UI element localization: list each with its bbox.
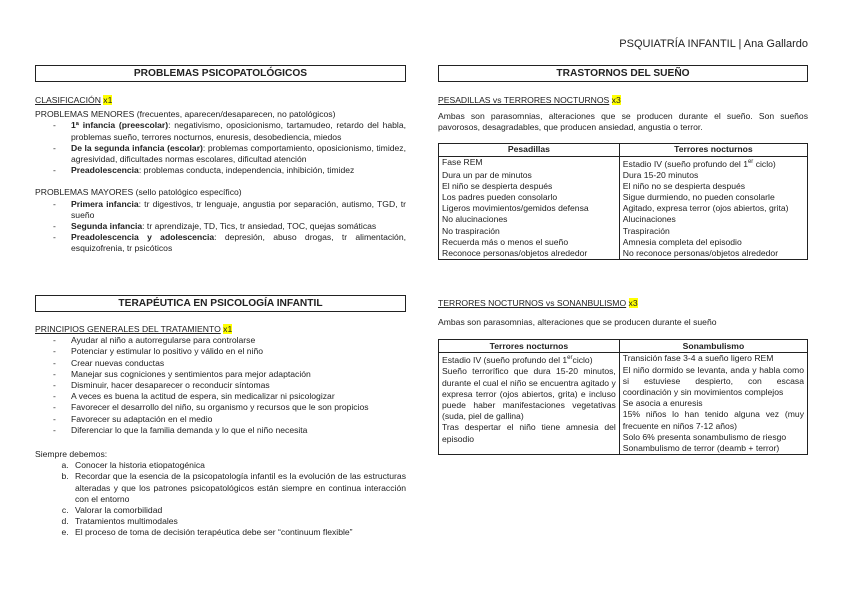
- list-item: - 1ª infancia (preescolar): negativismo, oposicionismo, tartamudeo, retardo del habla, problemas sueño, terrores nocturnos, enuresis, desobediencia, miedos: [71, 120, 406, 142]
- table-row: Dura un par de minutos Dura 15-20 minutos: [439, 170, 808, 181]
- table-row: [439, 353, 808, 455]
- left-column-terapeutica: [35, 295, 406, 539]
- pesadillas-intro: Ambas son parasomnias, alteraciones que se producen durante el sueño. Son sueños pavorosos, desagradables, que producen ansiedad, angustia o terror.: [438, 111, 808, 133]
- pesadillas-heading: PESADILLAS vs TERRORES NOCTURNOS x3: [438, 95, 621, 105]
- principios-list: [35, 335, 406, 436]
- table-row: Fase REM Estadio IV (sueño profundo del 1er ciclo): [439, 156, 808, 170]
- sonambulismo-cell: Transición fase 3-4 a sueño ligero REM El niño dormido se levanta, anda y habla como si estuviese despierto, con escasa coordinación y sin movimientos complejos Se asocia a enuresis 15% niños lo han tenido alguna vez (muy frecuente en niños 7-12 años) Solo 6% presenta sonambulismo de riesgo Sonambulismo de terror (deamb + terror): [619, 353, 807, 455]
- list-item: a. Conocer la historia etiopatogénica: [71, 460, 406, 471]
- menores-list: [35, 120, 406, 176]
- list-item: - Disminuir, hacer desaparecer o reconducir síntomas: [71, 380, 406, 391]
- table-header-row: [439, 340, 808, 353]
- list-item: - Crear nuevas conductas: [71, 358, 406, 369]
- table-header: Pesadillas: [439, 143, 620, 156]
- table-row: Ligeros movimientos/gemidos defensa Agitado, expresa terror (ojos abiertos, grita): [439, 203, 808, 214]
- terrores-heading: TERRORES NOCTURNOS vs SONANBULISMO x3: [438, 298, 638, 308]
- mayores-list: [35, 199, 406, 255]
- terrores-table: [438, 339, 808, 455]
- terrores-cell: Estadio IV (sueño profundo del 1erciclo) Sueño terrorífico que dura 15-20 minutos, durante el cual el niño se encuentra agitado y expresa terror (ojos abiertos, grita) e incluso puede haber manifestaciones vegetativas (suda, piel de gallina) Tras despertar el niño tiene amnesia del episodio: [439, 353, 620, 455]
- list-item: - Manejar sus cogniciones y sentimientos para mejor adaptación: [71, 369, 406, 380]
- table-row: Reconoce personas/objetos alrededor No reconoce personas/objetos alrededor: [439, 248, 808, 260]
- highlight-badge: x1: [223, 324, 233, 334]
- section-box-terapeutica: TERAPÉUTICA EN PSICOLOGÍA INFANTIL: [35, 295, 406, 312]
- menores-title: PROBLEMAS MENORES (frecuentes, aparecen/desaparecen, no patológicos): [35, 109, 336, 120]
- list-item: - De la segunda infancia (escolar): problemas comportamiento, oposicionismo, timidez, agresividad, dificultades normas escolares, dificultad atención: [71, 143, 406, 165]
- highlight-badge: x1: [103, 95, 113, 105]
- terrores-intro: Ambas son parasomnias, alteraciones que se producen durante el sueño: [438, 317, 717, 328]
- section-box-sueno: TRASTORNOS DEL SUEÑO: [438, 65, 808, 82]
- page-header: PSQUIATRÍA INFANTIL | Ana Gallardo: [619, 38, 808, 50]
- table-row: Los padres pueden consolarlo Sigue durmiendo, no pueden consolarle: [439, 192, 808, 203]
- list-item: d. Tratamientos multimodales: [71, 516, 406, 527]
- highlight-badge: x3: [611, 95, 621, 105]
- principios-heading: PRINCIPIOS GENERALES DEL TRATAMIENTO x1: [35, 324, 233, 334]
- table-row: No alucinaciones Alucinaciones: [439, 214, 808, 225]
- list-item: - A veces es buena la actitud de espera, sin medicalizar ni psicologizar: [71, 391, 406, 402]
- list-item: - Primera infancia: tr digestivos, tr lenguaje, angustia por separación, autismo, TGD, tr sueño: [71, 199, 406, 221]
- table-header: Terrores nocturnos: [619, 143, 807, 156]
- list-item: - Segunda infancia: tr aprendizaje, TD, Tics, tr ansiedad, TOC, quejas somáticas: [71, 221, 406, 232]
- table-header-row: [439, 143, 808, 156]
- siempre-title: Siempre debemos:: [35, 449, 108, 460]
- section-box-problemas: PROBLEMAS PSICOPATOLÓGICOS: [35, 65, 406, 82]
- list-item: c. Valorar la comorbilidad: [71, 505, 406, 516]
- list-item: - Preadolescencia: problemas conducta, independencia, inhibición, timidez: [71, 165, 406, 176]
- clasificacion-heading: CLASIFICACIÓN x1: [35, 95, 113, 105]
- list-item: - Potenciar y estimular lo positivo y válido en el niño: [71, 346, 406, 357]
- right-column: [438, 65, 808, 260]
- list-item: b. Recordar que la esencia de la psicopatología infantil es la evolución de las estructuras alteradas y que los patrones psicopatológicos están siempre en continua interacción con el entorno: [71, 471, 406, 505]
- siempre-list: [35, 460, 406, 538]
- list-item: - Favorecer el desarrollo del niño, su organismo y recursos que le son propicios: [71, 402, 406, 413]
- list-item: - Favorecer su adaptación en el medio: [71, 414, 406, 425]
- left-column: [35, 65, 406, 255]
- list-item: e. El proceso de toma de decisión terapéutica debe ser “continuum flexible”: [71, 527, 406, 538]
- right-column-terrores: [438, 298, 808, 455]
- table-row: Recuerda más o menos el sueño Amnesia completa del episodio: [439, 237, 808, 248]
- mayores-title: PROBLEMAS MAYORES (sello patológico específico): [35, 187, 242, 198]
- table-row: El niño se despierta después El niño no se despierta después: [439, 181, 808, 192]
- pesadillas-table: [438, 143, 808, 261]
- highlight-badge: x3: [628, 298, 638, 308]
- list-item: - Diferenciar lo que la familia demanda y lo que el niño necesita: [71, 425, 406, 436]
- table-header: Sonambulismo: [619, 340, 807, 353]
- table-row: No traspiración Traspiración: [439, 226, 808, 237]
- table-header: Terrores nocturnos: [439, 340, 620, 353]
- list-item: - Preadolescencia y adolescencia: depresión, abuso drogas, tr alimentación, esquizofrenia, tr psicóticos: [71, 232, 406, 254]
- list-item: - Ayudar al niño a autorregularse para controlarse: [71, 335, 406, 346]
